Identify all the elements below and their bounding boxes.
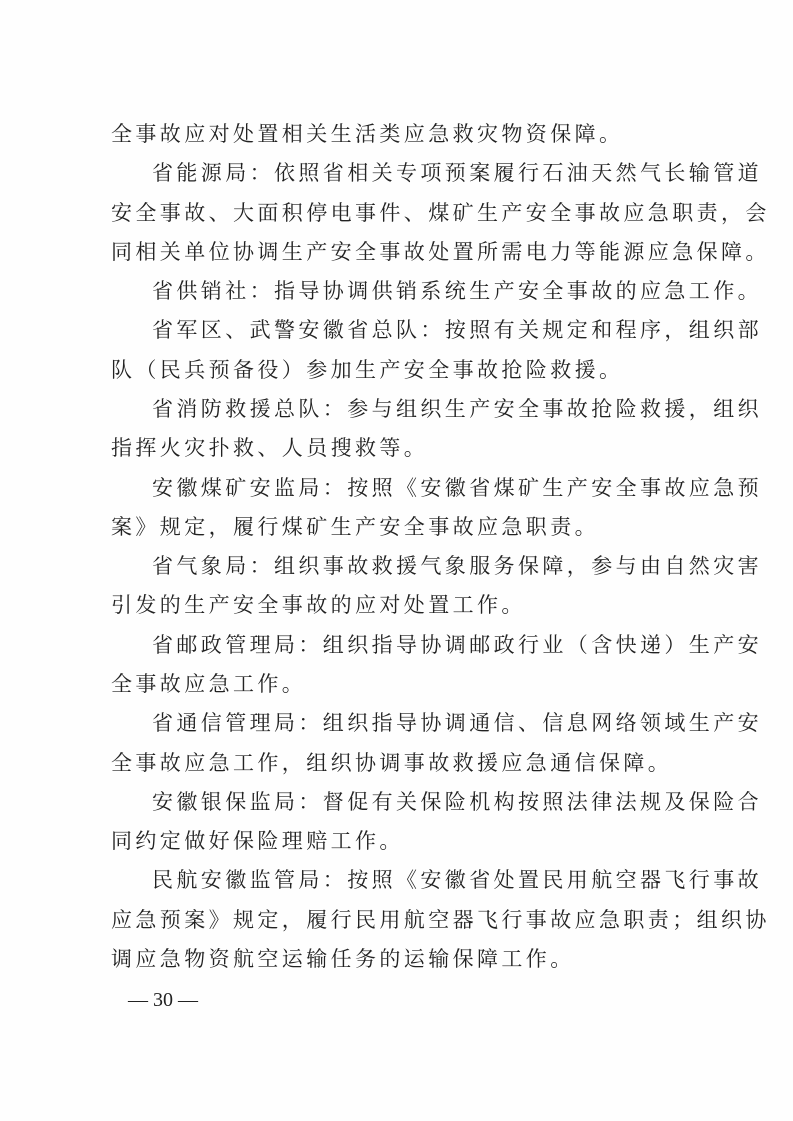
text-line: 全事故应对处置相关生活类应急救灾物资保障。: [111, 122, 624, 146]
text-line: 省军区、武警安徽省总队：按照有关规定和程序，组织部: [152, 318, 762, 342]
text-line: 引发的生产安全事故的应对处置工作。: [111, 593, 526, 617]
text-line: 省供销社：指导协调供销系统生产安全事故的应急工作。: [152, 279, 762, 303]
text-line: 同约定做好保险理赔工作。: [111, 829, 404, 853]
text-line: 安徽银保监局：督促有关保险机构按照法律法规及保险合: [152, 790, 762, 814]
text-line: 安徽煤矿安监局：按照《安徽省煤矿生产安全事故应急预: [152, 476, 762, 500]
text-line: 应急预案》规定，履行民用航空器飞行事故应急职责；组织协: [111, 908, 770, 932]
text-line: 省邮政管理局：组织指导协调邮政行业（含快递）生产安: [152, 633, 762, 657]
text-line: 队（民兵预备役）参加生产安全事故抢险救援。: [111, 358, 624, 382]
text-line: 全事故应急工作，组织协调事故救援应急通信保障。: [111, 751, 673, 775]
text-line: 省气象局：组织事故救援气象服务保障，参与由自然灾害: [152, 554, 762, 578]
page-number: — 30 —: [128, 989, 198, 1011]
text-line: 安全事故、大面积停电事件、煤矿生产安全事故应急职责，会: [111, 201, 770, 225]
text-line: 省消防救援总队：参与组织生产安全事故抢险救援，组织: [152, 397, 762, 421]
text-line: 全事故应急工作。: [111, 672, 307, 696]
text-line: 指挥火灾扑救、人员搜救等。: [111, 436, 429, 460]
text-line: 调应急物资航空运输任务的运输保障工作。: [111, 947, 575, 971]
text-line: 民航安徽监管局：按照《安徽省处置民用航空器飞行事故: [152, 868, 762, 892]
text-line: 同相关单位协调生产安全事故处置所需电力等能源应急保障。: [111, 240, 770, 264]
text-line: 省能源局：依照省相关专项预案履行石油天然气长输管道: [152, 161, 762, 185]
text-line: 省通信管理局：组织指导协调通信、信息网络领域生产安: [152, 711, 762, 735]
text-line: 案》规定，履行煤矿生产安全事故应急职责。: [111, 515, 599, 539]
